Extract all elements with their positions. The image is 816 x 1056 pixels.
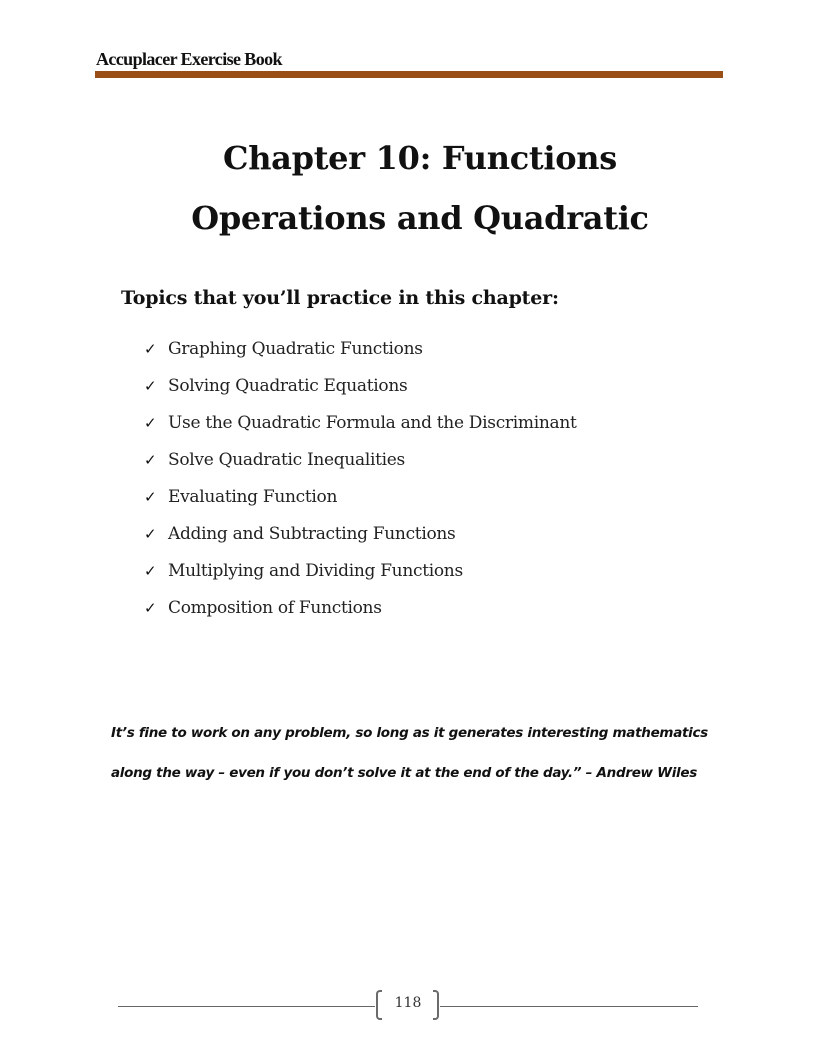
topic-label: Graphing Quadratic Functions (168, 338, 423, 359)
topic-label: Composition of Functions (168, 597, 382, 618)
check-icon: ✓ (144, 450, 157, 469)
list-item (144, 478, 577, 515)
footer-rule-left (118, 1006, 375, 1007)
topic-label: Use the Quadratic Formula and the Discriminant (168, 412, 577, 433)
running-header: Accuplacer Exercise Book (96, 49, 282, 69)
check-icon: ✓ (144, 339, 157, 358)
right-bracket-icon (433, 990, 439, 1020)
topic-list (144, 330, 577, 626)
check-icon: ✓ (144, 376, 157, 395)
left-bracket-icon (376, 990, 382, 1020)
topics-heading: Topics that you’ll practice in this chapter: (121, 287, 559, 309)
quote-line-2: along the way – even if you don’t solve it at the end of the day.” – Andrew Wiles (111, 765, 697, 781)
chapter-title (0, 128, 816, 248)
check-icon: ✓ (144, 561, 157, 580)
quote-line-1: It’s fine to work on any problem, so long as it generates interesting mathematics (111, 725, 708, 741)
topic-label: Multiplying and Dividing Functions (168, 560, 463, 581)
check-icon: ✓ (144, 487, 157, 506)
topic-label: Adding and Subtracting Functions (168, 523, 456, 544)
quote (111, 713, 731, 793)
chapter-title-line-1: Chapter 10: Functions (223, 139, 617, 177)
list-item (144, 367, 577, 404)
list-item (144, 515, 577, 552)
list-item (144, 404, 577, 441)
chapter-title-line-2: Operations and Quadratic (191, 199, 649, 237)
list-item (144, 552, 577, 589)
check-icon: ✓ (144, 598, 157, 617)
header-rule (95, 71, 723, 78)
topic-label: Solve Quadratic Inequalities (168, 449, 405, 470)
list-item (144, 330, 577, 367)
topic-label: Solving Quadratic Equations (168, 375, 408, 396)
check-icon: ✓ (144, 524, 157, 543)
check-icon: ✓ (144, 413, 157, 432)
list-item (144, 589, 577, 626)
list-item (144, 441, 577, 478)
page-number: 118 (394, 995, 422, 1011)
topic-label: Evaluating Function (168, 486, 338, 507)
footer-rule-right (440, 1006, 698, 1007)
